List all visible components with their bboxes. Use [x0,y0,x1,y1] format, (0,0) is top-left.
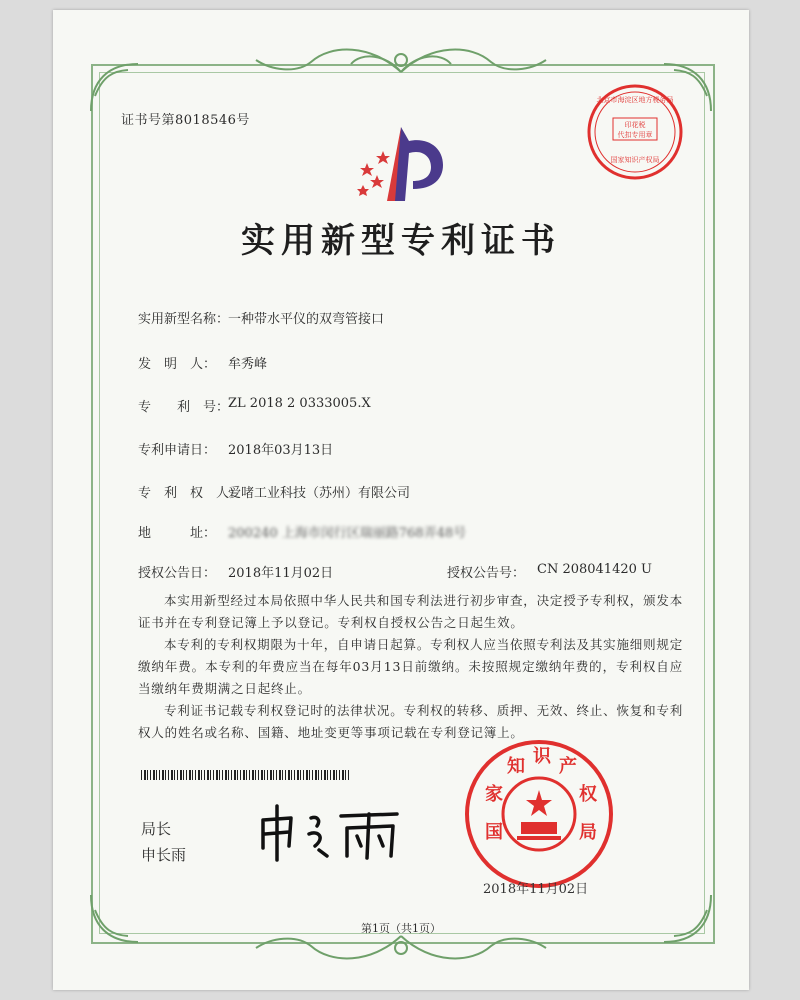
certificate-page [53,10,749,990]
svg-text:代扣专用章: 代扣专用章 [617,131,653,139]
paragraph-term: 本专利的专利权期限为十年，自申请日起算。专利权人应当依照专利法及其实施细则规定缴纳年费。本专利的年费应当在每年03月13日前缴纳。未按照规定缴纳年费的，专利权自应当缴纳年费期满之日起终止。 [138,637,683,696]
field-label: 地 址： [138,526,217,541]
certificate-number: 证书号第8018546号 [121,113,250,128]
paragraph-grant: 本实用新型经过本局依照中华人民共和国专利法进行初步审查，决定授予专利权，颁发本证书并在专利登记簿上予以登记。专利权自授权公告之日起生效。 [138,593,683,630]
field-label: 专 利 权 人： [138,486,243,501]
field-value: 一种带水平仪的双弯管接口 [228,312,385,327]
svg-text:国: 国 [485,822,503,843]
field-value: ZL 2018 2 0333005.X [228,396,371,411]
tax-stamp [583,80,687,184]
svg-text:产: 产 [559,756,577,777]
field-address [138,522,466,541]
field-application-date [138,439,333,458]
svg-text:印花税: 印花税 [624,121,646,129]
patent-office-logo [343,123,453,205]
svg-text:国家知识产权局: 国家知识产权局 [610,156,660,164]
seal-date: 2018年11月02日 [483,882,589,897]
svg-text:局: 局 [579,822,597,843]
field-value: 2018年03月13日 [228,443,334,458]
field-inventor [138,353,267,372]
official-seal [463,738,615,890]
paragraph-legal-status: 专利证书记载专利权登记时的法律状况。专利权的转移、质押、无效、终止、恢复和专利权人的姓名或名称、国籍、地址变更等事项记载在专利登记簿上。 [138,703,683,740]
field-utility-model-name [138,308,384,327]
field-value: CN 208041420 U [537,562,652,577]
svg-text:知: 知 [507,756,525,777]
announcement-date [138,562,333,581]
field-label: 专 利 号： [138,400,230,415]
svg-text:权: 权 [579,784,597,805]
field-value: 爱啫工业科技（苏州）有限公司 [228,486,411,501]
director-title: 局长 [141,820,172,838]
field-label: 授权公告号： [447,566,526,581]
certificate-title: 实用新型专利证书 [241,221,561,261]
svg-text:识: 识 [533,746,551,767]
field-label: 专利申请日： [138,443,217,458]
svg-text:家: 家 [485,784,503,805]
field-patentee [138,482,410,501]
barcode [141,770,351,780]
svg-text:北京市海淀区地方税务局: 北京市海淀区地方税务局 [596,96,674,104]
field-label: 实用新型名称： [138,312,230,327]
field-value: 200240 上海市闵行区瑞丽路768弄48号 [228,526,467,541]
field-value: 牟秀峰 [228,357,268,372]
corner-ornament-tl [83,56,143,116]
field-value: 2018年11月02日 [228,566,334,581]
director-name: 申长雨 [141,846,187,864]
top-ornament [251,40,551,80]
field-label: 授权公告日： [138,566,217,581]
field-patent-number [138,396,371,415]
announcement-number [447,562,652,581]
handwritten-signature [249,798,409,868]
field-label: 发 明 人： [138,357,217,372]
page-footer: 第1页（共1页） [361,922,441,935]
